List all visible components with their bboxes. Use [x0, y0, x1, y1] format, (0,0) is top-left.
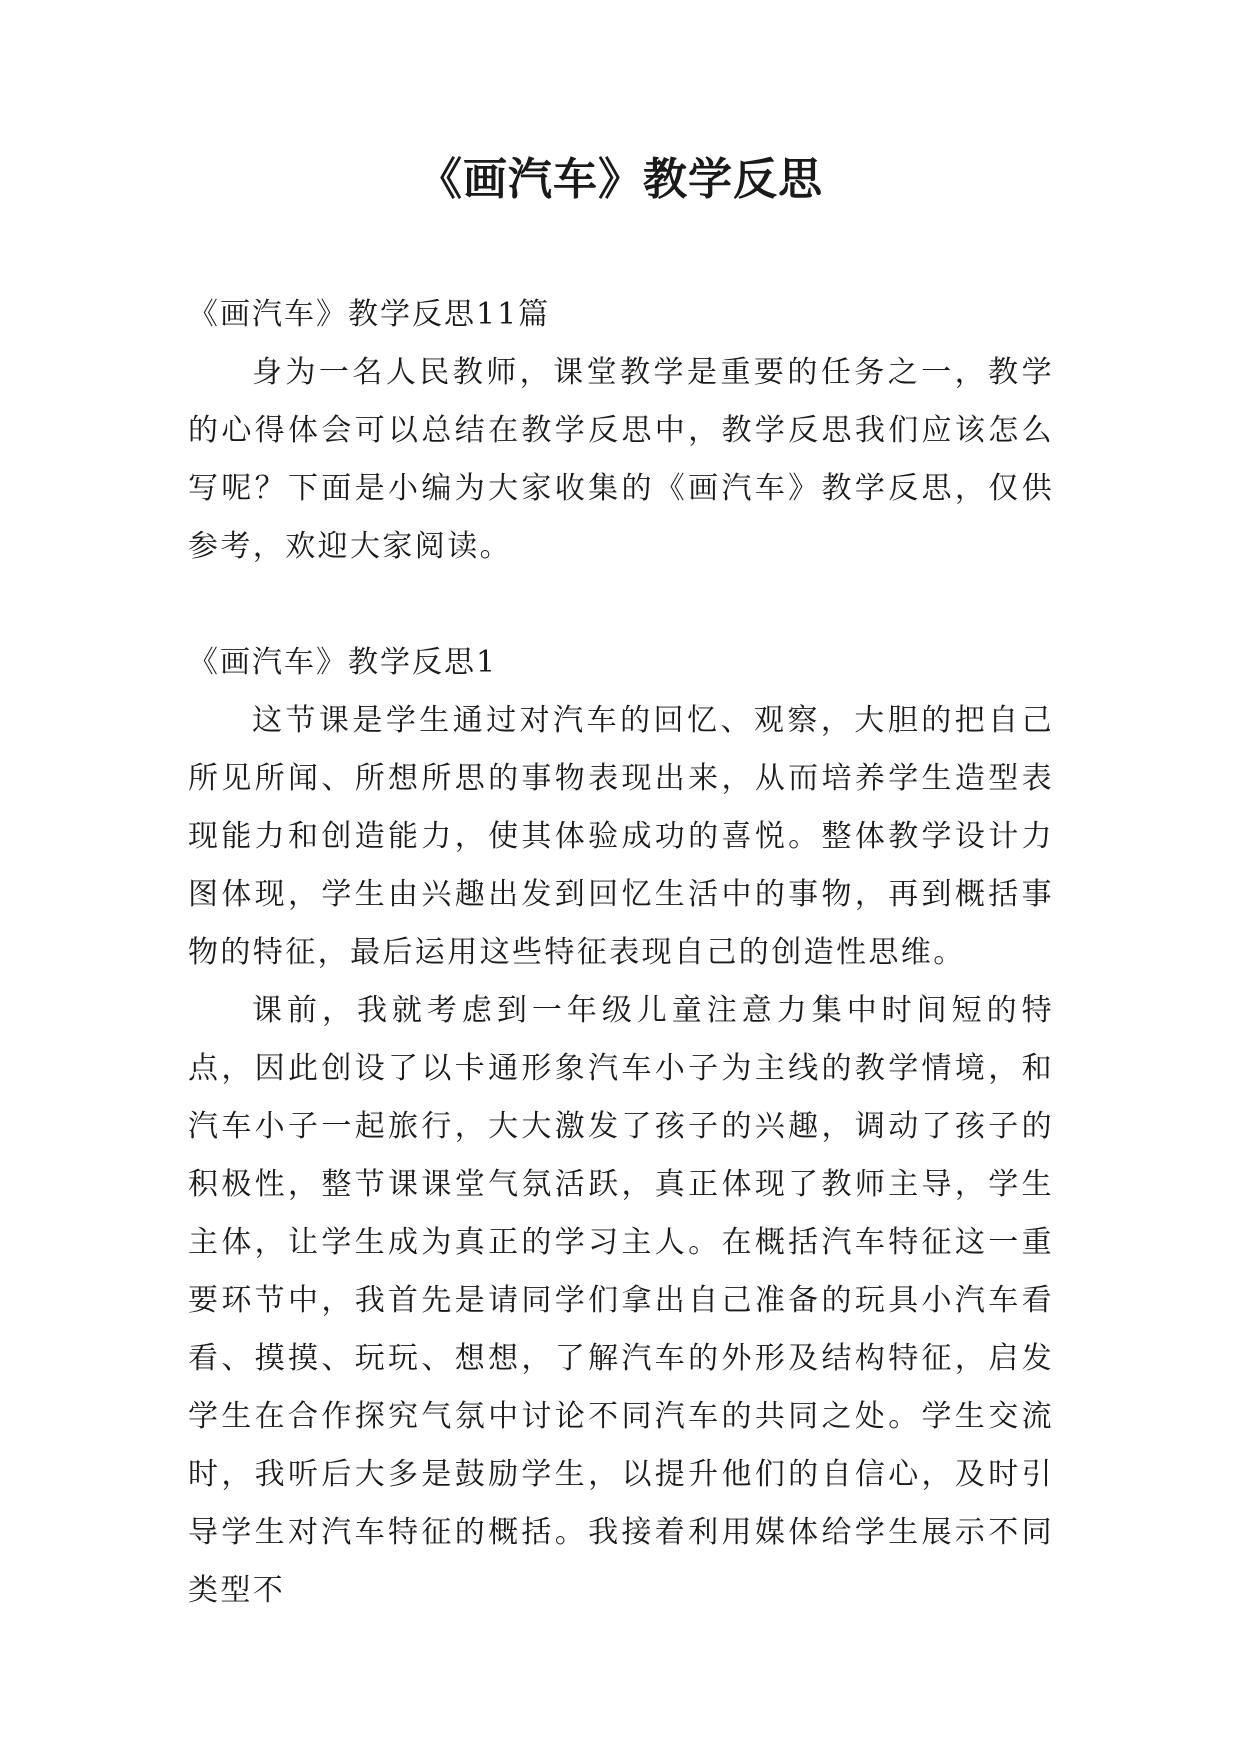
section-spacer [188, 576, 1054, 634]
section-1-heading: 《画汽车》教学反思1 [188, 645, 498, 680]
document-body [188, 286, 1054, 1620]
intro-heading: 《画汽车》教学反思11篇 [188, 297, 551, 332]
section-1-paragraph-2: 课前，我就考虑到一年级儿童注意力集中时间短的特点，因此创设了以卡通形象汽车小子为主线的教学情境，和汽车小子一起旅行，大大激发了孩子的兴趣，调动了孩子的积极性，整节课课堂气氛活跃，真正体现了教师主导，学生主体，让学生成为真正的学习主人。在概括汽车特征这一重要环节中，我首先是请同学们拿出自己准备的玩具小汽车看看、摸摸、玩玩、想想，了解汽车的外形及结构特征，启发学生在合作探究气氛中讨论不同汽车的共同之处。学生交流时，我听后大多是鼓励学生，以提升他们的自信心，及时引导学生对汽车特征的概括。我接着利用媒体给学生展示不同类型不 [188, 993, 1054, 1608]
document-title: 《画汽车》教学反思 [418, 154, 823, 205]
section-1-paragraph-1: 这节课是学生通过对汽车的回忆、观察，大胆的把自己所见所闻、所想所思的事物表现出来，从而培养学生造型表现能力和创造能力，使其体验成功的喜悦。整体教学设计力图体现，学生由兴趣出发到回忆生活中的事物，再到概括事物的特征，最后运用这些特征表现自己的创造性思维。 [188, 703, 1054, 970]
intro-paragraph: 身为一名人民教师，课堂教学是重要的任务之一，教学的心得体会可以总结在教学反思中，教学反思我们应该怎么写呢？下面是小编为大家收集的《画汽车》教学反思，仅供参考，欢迎大家阅读。 [188, 355, 1054, 564]
